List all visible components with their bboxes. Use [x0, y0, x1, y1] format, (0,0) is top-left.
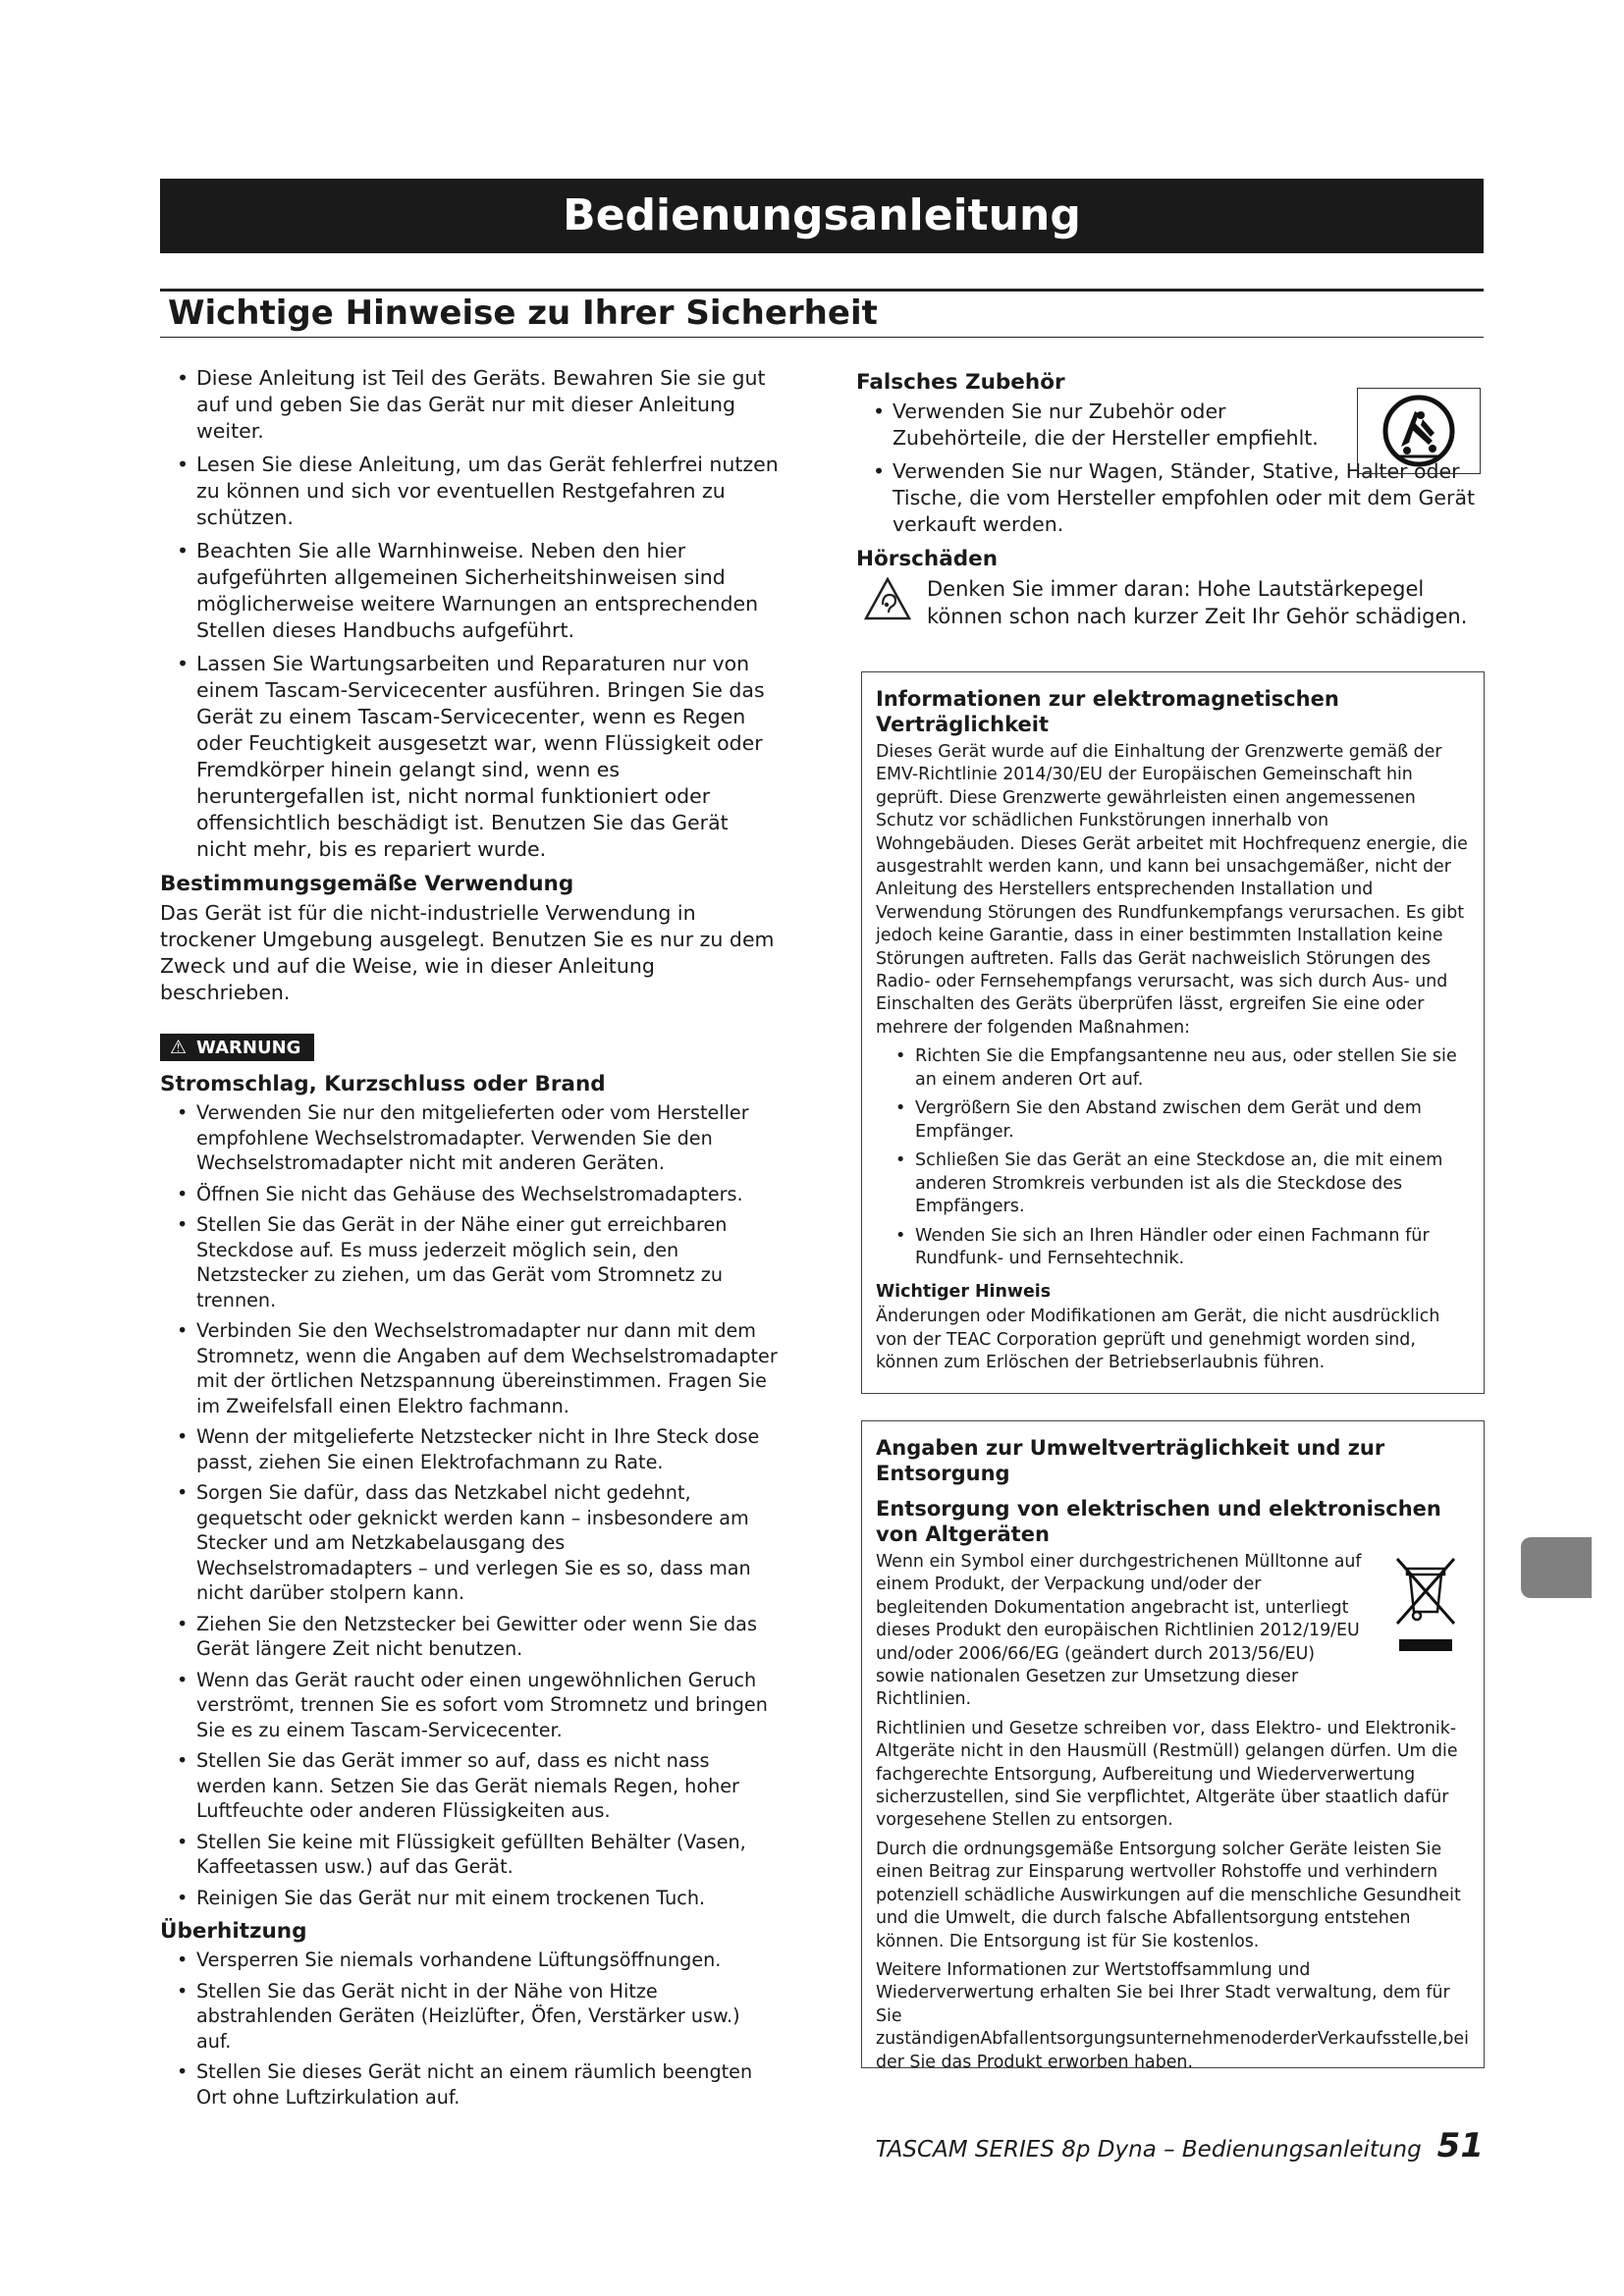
- hearing-heading: Hörschäden: [856, 547, 999, 571]
- shock-heading: Stromschlag, Kurzschluss oder Brand: [160, 1072, 606, 1096]
- list-item: • Verwenden Sie nur Wagen, Ständer, Stative, Halter oder Tische, die vom Hersteller empfohlen oder mit dem Gerät verkauft werden.: [856, 458, 1485, 538]
- env-text-3: Durch die ordnungsgemäße Entsorgung solcher Geräte leisten Sie einen Beitrag zur Einsparung wertvoller Rohstoffe und verhindern potenziell schädliche Auswirkungen auf die menschliche Gesundheit und die Umwelt, die durch falsche Abfallentsorgung entstehen können. Die Entsorgung ist für Sie kostenlos.: [876, 1839, 1461, 1951]
- list-item: • Beachten Sie alle Warnhinweise. Neben den hier aufgeführten allgemeinen Sicherheitshinweisen sind möglicherweise weitere Warnungen an entsprechenden Stellen dieses Handbuchs aufgeführt.: [160, 538, 779, 644]
- emc-info-box: [861, 671, 1485, 1394]
- warning-label: [160, 1034, 314, 1061]
- list-item: • Wenn das Gerät raucht oder einen ungewöhnlichen Geruch verströmt, trennen Sie es sofort vom Stromnetz und bringen Sie es zu einem Tascam-Servicecenter.: [160, 1668, 779, 1743]
- intro-list: [160, 365, 779, 863]
- page-title: Bedienungsanleitung: [563, 190, 1081, 240]
- env-subheading: Entsorgung von elektrischen und elektronischen von Altgeräten: [876, 1497, 1441, 1546]
- list-item: • Verbinden Sie den Wechselstromadapter nur dann mit dem Stromnetz, wenn die Angaben auf dem Wechselstromadapter mit der örtlichen Netzspannung übereinstimmen. Fragen Sie im Zweifelsfall einen Elektro fachmann.: [160, 1318, 779, 1418]
- warning-label-text: WARNUNG: [196, 1038, 301, 1058]
- list-item: • Schließen Sie das Gerät an eine Steckdose an, die mit einem anderen Stromkreis verbunden ist als die Steckdose des Empfängers.: [876, 1149, 1470, 1219]
- section-header: [160, 289, 1484, 338]
- emc-heading: Informationen zur elektromagnetischen Verträglichkeit: [876, 687, 1339, 736]
- env-text-1: Wenn ein Symbol einer durchgestrichenen Mülltonne auf einem Produkt, der Verpackung und/oder der begleitenden Dokumentation angebracht ist, unterliegt dieses Produkt den europäischen Richtlinien 2012/19/EU und/oder 2006/66/EG (geändert durch 2013/56/EU) sowie nationalen Gesetzen zur Umsetzung dieser Richtlinien.: [876, 1552, 1362, 1710]
- hearing-text: Denken Sie immer daran: Hohe Lautstärkepegel können schon nach kurzer Zeit Ihr Gehör schädigen.: [927, 577, 1468, 628]
- list-item: • Richten Sie die Empfangsantenne neu aus, oder stellen Sie sie an einem anderen Ort auf.: [876, 1045, 1470, 1092]
- list-item: • Wenden Sie sich an Ihren Händler oder einen Fachmann für Rundfunk- und Fernsehtechnik.: [876, 1225, 1470, 1271]
- hearing-row: [856, 575, 1485, 634]
- list-item: • Stellen Sie das Gerät in der Nähe einer gut erreichbaren Steckdose auf. Es muss jederzeit möglich sein, den Netzstecker zu ziehen, um das Gerät vom Stromnetz zu trennen.: [160, 1212, 779, 1312]
- emc-text: Dieses Gerät wurde auf die Einhaltung der Grenzwerte gemäß der EMV-Richtlinie 2014/30/EU der Europäischen Gemeinschaft hin geprüft. Diese Grenzwerte gewährleisten einen angemessenen Schutz vor schädlichen Funkstörungen innerhalb von Wohngebäuden. Dieses Gerät arbeitet mit Hochfrequenz energie, die ausgestrahlt werden kann, und kann bei unsachgemäßer, nicht der Anleitung des Herstellers entsprechenden Installation und Verwendung Störungen des Rundfunkempfangs verursachen. Es gibt jedoch keine Garantie, dass in einer bestimmten Installation keine Störungen auftreten. Falls das Gerät nachweislich Störungen des Radio- oder Fernsehempfangs verursacht, was sich durch Aus- und Einschalten des Geräts überprüfen lässt, ergreifen Sie eine oder mehrere der folgenden Maßnahmen:: [876, 742, 1468, 1038]
- intended-use-heading: Bestimmungsgemäße Verwendung: [160, 872, 574, 896]
- left-column: [160, 365, 779, 2115]
- cart-warning-icon-box: [1357, 388, 1481, 474]
- list-item: • Stellen Sie das Gerät immer so auf, dass es nicht nass werden kann. Setzen Sie das Gerät niemals Regen, hoher Luftfeuchte oder anderen Flüssigkeiten aus.: [160, 1748, 779, 1824]
- overheat-heading: Überhitzung: [160, 1919, 307, 1944]
- list-item: • Diese Anleitung ist Teil des Geräts. Bewahren Sie sie gut auf und geben Sie das Gerät nur mit dieser Anleitung weiter.: [160, 365, 779, 445]
- list-item: • Stellen Sie keine mit Flüssigkeit gefüllten Behälter (Vasen, Kaffeetassen usw.) auf das Gerät.: [160, 1830, 779, 1880]
- page-number: 51: [1436, 2126, 1484, 2165]
- list-item: • Lesen Sie diese Anleitung, um das Gerät fehlerfrei nutzen zu können und sich vor eventuellen Restgefahren zu schützen.: [160, 452, 779, 531]
- list-item: • Versperren Sie niemals vorhandene Lüftungsöffnungen.: [160, 1948, 779, 1973]
- page-title-bar: [160, 179, 1484, 253]
- overheat-list: [160, 1948, 779, 2109]
- emc-note-text: Änderungen oder Modifikationen am Gerät, die nicht ausdrücklich von der TEAC Corporation geprüft und genehmigt worden sind, können zum Erlöschen der Betriebserlaubnis führen.: [876, 1307, 1440, 1372]
- chapter-thumb-tab: [1521, 1537, 1592, 1598]
- shock-list: [160, 1100, 779, 1910]
- list-item: • Lassen Sie Wartungsarbeiten und Reparaturen nur von einem Tascam-Servicecenter ausführen. Bringen Sie das Gerät zu einem Tascam-Servicecenter, wenn es Regen oder Feuchtigkeit ausgesetzt war, wenn Flüssigkeit oder Fremdkörper hinein gelangt sind, wenn es heruntergefallen ist, nicht normal funktioniert oder offensichtlich beschädigt ist. Benutzen Sie das Gerät nicht mehr, bis es repariert wurde.: [160, 651, 779, 863]
- list-item: • Wenn der mitgelieferte Netzstecker nicht in Ihre Steck dose passt, ziehen Sie einen Elektrofachmann zu Rate.: [160, 1424, 779, 1474]
- list-item: • Stellen Sie das Gerät nicht in der Nähe von Hitze abstrahlenden Geräten (Heizlüfter, Öfen, Verstärker usw.) auf.: [160, 1979, 779, 2055]
- list-item: • Öffnen Sie nicht das Gehäuse des Wechselstromadapters.: [160, 1182, 779, 1207]
- env-heading: Angaben zur Umweltverträglichkeit und zur Entsorgung: [876, 1436, 1385, 1485]
- environment-info-box: [861, 1420, 1485, 2072]
- env-text-2: Richtlinien und Gesetze schreiben vor, dass Elektro- und Elektronik-Altgeräte nicht in den Hausmüll (Restmüll) gelangen dürfen. Um die fachgerechte Entsorgung, Aufbereitung und Wiederverwertung sicherzustellen, sind Sie verpflichtet, Altgeräte über staatlich dafür vorgesehene Stellen zu entsorgen.: [876, 1718, 1458, 1831]
- cart-tipover-icon: [1380, 394, 1458, 468]
- list-item: • Ziehen Sie den Netzstecker bei Gewitter oder wenn Sie das Gerät längere Zeit nicht benutzen.: [160, 1612, 779, 1662]
- section-title: Wichtige Hinweise zu Ihrer Sicherheit: [168, 294, 878, 333]
- warning-triangle-icon: ⚠: [170, 1037, 188, 1058]
- list-item: • Stellen Sie dieses Gerät nicht an einem räumlich beengten Ort ohne Luftzirkulation auf.: [160, 2059, 779, 2109]
- list-item: • Verwenden Sie nur den mitgelieferten oder vom Hersteller empfohlene Wechselstromadapter. Verwenden Sie den Wechselstromadapter nicht mit anderen Geräten.: [160, 1100, 779, 1176]
- env-p1-row: [876, 1551, 1470, 1712]
- emc-list: [876, 1045, 1470, 1271]
- hearing-warning-icon: [864, 577, 911, 620]
- list-item: • Verwenden Sie nur Zubehör oder Zubehörteile, die der Hersteller empfiehlt.: [856, 399, 1485, 452]
- crossed-bin-icon: [1393, 1555, 1458, 1657]
- env-text-4: Weitere Informationen zur Wertstoffsammlung und Wiederverwertung erhalten Sie bei Ihrer Stadt verwaltung, dem für Sie zuständigenAbfallentsorgungsunternehmenoderderVerkaufsstelle,bei der Sie das Produkt erworben haben.: [876, 1959, 1469, 2072]
- accessories-heading: Falsches Zubehör: [856, 370, 1065, 395]
- list-item: • Sorgen Sie dafür, dass das Netzkabel nicht gedehnt, gequetscht oder geknickt werden kann – insbesondere am Stecker und am Netzkabelausgang des Wechselstromadapters – und verlegen Sie es so, dass man nicht darüber stolpern kann.: [160, 1480, 779, 1606]
- footer-text: TASCAM SERIES 8p Dyna – Bedienungsanleitung: [875, 2137, 1422, 2163]
- list-item: • Vergrößern Sie den Abstand zwischen dem Gerät und dem Empfänger.: [876, 1097, 1470, 1144]
- intended-use-text: Das Gerät ist für die nicht-industrielle Verwendung in trockener Umgebung ausgelegt. Benutzen Sie es nur zu dem Zweck und auf die Weise, wie in dieser Anleitung beschrieben.: [160, 901, 775, 1004]
- page-footer: [876, 2128, 1484, 2167]
- emc-note-heading: Wichtiger Hinweis: [876, 1281, 1052, 1302]
- list-item: • Reinigen Sie das Gerät nur mit einem trockenen Tuch.: [160, 1886, 779, 1911]
